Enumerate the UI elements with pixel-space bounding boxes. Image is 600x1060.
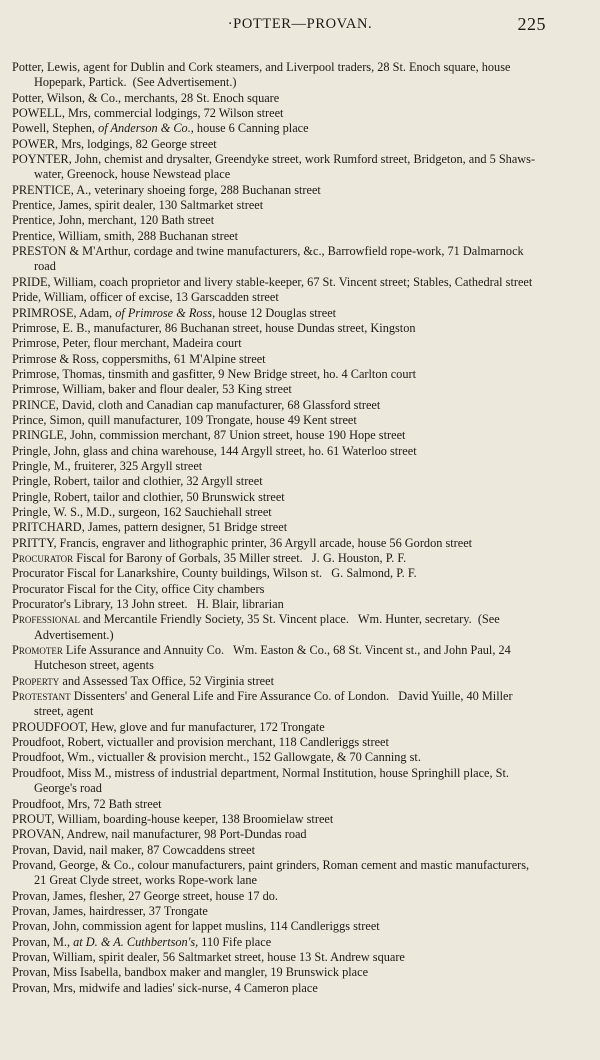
entry-text: Potter, Wilson, & Co., merchants, 28 St. Enoch square: [12, 90, 280, 105]
directory-entry: [12, 336, 540, 351]
directory-entry: [12, 812, 540, 827]
entry-text: PRINCE, David, cloth and Canadian cap manufacturer, 68 Glassford street: [12, 397, 381, 412]
page-header: [0, 16, 600, 40]
entry-text: Provan, William, spirit dealer, 56 Saltmarket street, house 13 St. Andrew square: [12, 949, 405, 964]
entry-text: at D. & A. Cuthbertson's,: [73, 934, 199, 949]
entry-text: Proudfoot, Mrs, 72 Bath street: [12, 796, 162, 811]
directory-entry: [12, 60, 540, 91]
directory-entry: [12, 306, 540, 321]
entry-text: PRESTON & M'Arthur, cordage and twine manufacturers, &c., Barrowfield rope-work, 71 Dalmarnock road: [12, 244, 527, 274]
entry-text: Primrose, E. B., manufacturer, 86 Buchanan street, house Dundas street, Kingston: [12, 320, 416, 335]
directory-entry: [12, 106, 540, 121]
directory-entry: [12, 198, 540, 213]
directory-entry: [12, 750, 540, 765]
directory-entry: [12, 520, 540, 535]
directory-entry: [12, 244, 540, 275]
directory-entry: [12, 413, 540, 428]
page-number: 225: [517, 14, 546, 34]
entry-text: 110 Fife place: [198, 934, 272, 949]
directory-entry: [12, 459, 540, 474]
running-head: ·POTTER—PROVAN.: [227, 16, 373, 32]
directory-entry: [12, 382, 540, 397]
directory-entry: [12, 566, 540, 581]
directory-entry: [12, 536, 540, 551]
entry-text: Pringle, John, glass and china warehouse, 144 Argyll street, ho. 61 Waterloo street: [12, 443, 417, 458]
entry-text: PROUDFOOT, Hew, glove and fur manufacturer, 172 Trongate: [12, 719, 325, 734]
entry-text: Prentice, James, spirit dealer, 130 Saltmarket street: [12, 198, 264, 213]
entry-text: Procurator Fiscal for the City, office City chambers: [12, 581, 265, 596]
directory-entry: [12, 689, 540, 720]
entry-text: PRITTY, Francis, engraver and lithographic printer, 36 Argyll arcade, house 56 Gordon street: [12, 535, 473, 550]
directory-entry: [12, 474, 540, 489]
directory-entry: [12, 91, 540, 106]
directory-entry: [12, 965, 540, 980]
entry-text: PROUT, William, boarding-house keeper, 138 Broomielaw street: [12, 811, 334, 826]
directory-entry: [12, 612, 540, 643]
entry-text: POYNTER, John, chemist and drysalter, Greendyke street, work Rumford street, Bridgeton, and 5 Shaws-water, Greenock, house Newstead place: [12, 152, 536, 182]
directory-entry: [12, 889, 540, 904]
directory-entry: [12, 582, 540, 597]
directory-entry: [12, 904, 540, 919]
directory-entry: [12, 490, 540, 505]
directory-entry: [12, 121, 540, 136]
directory-entry: [12, 213, 540, 228]
directory-entry: [12, 643, 540, 674]
directory-entry: [12, 505, 540, 520]
entry-text: Protestant: [12, 689, 71, 704]
entry-text: Provan, John, commission agent for lappet muslins, 114 Candleriggs street: [12, 919, 380, 934]
entry-text: Procurator Fiscal for Lanarkshire, County buildings, Wilson st. G. Salmond, P. F.: [12, 566, 417, 581]
directory-entry: [12, 398, 540, 413]
entry-text: POWER, Mrs, lodgings, 82 George street: [12, 136, 217, 151]
entry-text: Powell, Stephen,: [12, 121, 99, 136]
entry-text: Primrose, William, baker and flour dealer, 53 King street: [12, 382, 292, 397]
directory-entry: [12, 229, 540, 244]
entry-text: Potter, Lewis, agent for Dublin and Cork steamers, and Liverpool traders, 28 St. Enoch square, house Hopepark, Partick. (See Advertisement.): [12, 60, 514, 90]
entry-text: Prentice, William, smith, 288 Buchanan street: [12, 228, 239, 243]
entry-text: Professional: [12, 612, 80, 627]
entry-text: Prince, Simon, quill manufacturer, 109 Trongate, house 49 Kent street: [12, 412, 357, 427]
entry-text: Promoter: [12, 643, 63, 658]
entry-text: Pringle, Robert, tailor and clothier, 32 Argyll street: [12, 474, 263, 489]
directory-entry: [12, 183, 540, 198]
directory-entries: [12, 60, 540, 996]
entry-text: Primrose & Ross, coppersmiths, 61 M'Alpine street: [12, 351, 266, 366]
directory-entry: [12, 137, 540, 152]
entry-text: Provan, James, hairdresser, 37 Trongate: [12, 903, 208, 918]
directory-entry: [12, 950, 540, 965]
entry-text: Provan, David, nail maker, 87 Cowcaddens street: [12, 842, 255, 857]
entry-text: PRITCHARD, James, pattern designer, 51 Bridge street: [12, 520, 288, 535]
entry-text: Provan, Mrs, midwife and ladies' sick-nurse, 4 Cameron place: [12, 980, 318, 995]
directory-entry: [12, 843, 540, 858]
entry-text: Fiscal for Barony of Gorbals, 35 Miller street. J. G. Houston, P. F.: [73, 551, 407, 565]
entry-text: Dissenters' and General Life and Fire Assurance Co. of London. David Yuille, 40 Miller street, agent: [34, 689, 516, 719]
entry-text: Primrose, Thomas, tinsmith and gasfitter, 9 New Bridge street, ho. 4 Carlton court: [12, 366, 416, 381]
entry-text: Provan, M.,: [12, 934, 74, 949]
entry-text: Proudfoot, Miss M., mistress of industrial department, Normal Institution, house Springhill place, St. George's road: [12, 765, 513, 796]
entry-text: PRINGLE, John, commission merchant, 87 Union street, house 190 Hope street: [12, 428, 406, 443]
entry-text: PRIDE, William, coach proprietor and livery stable-keeper, 67 St. Vincent street; Stables, Cathedral street: [12, 274, 533, 289]
entry-text: PROVAN, Andrew, nail manufacturer, 98 Port-Dundas road: [12, 827, 307, 842]
directory-entry: [12, 674, 540, 689]
directory-entry: [12, 797, 540, 812]
entry-text: and Mercantile Friendly Society, 35 St. Vincent place. Wm. Hunter, secretary. (See Advertisement.): [34, 612, 503, 642]
directory-entry: [12, 444, 540, 459]
directory-entry: [12, 597, 540, 612]
entry-text: PRIMROSE, Adam,: [12, 305, 116, 320]
directory-entry: [12, 428, 540, 443]
entry-text: Property: [12, 673, 60, 688]
entry-text: PRENTICE, A., veterinary shoeing forge, 288 Buchanan street: [12, 182, 321, 197]
directory-entry: [12, 720, 540, 735]
entry-text: house 12 Douglas street: [215, 305, 337, 320]
directory-entry: [12, 152, 540, 183]
entry-text: Prentice, John, merchant, 120 Bath street: [12, 213, 215, 228]
entry-text: Pringle, W. S., M.D., surgeon, 162 Sauchiehall street: [12, 504, 272, 519]
entry-text: of Anderson & Co.,: [98, 121, 194, 136]
directory-entry: [12, 935, 540, 950]
entry-text: house 6 Canning place: [193, 121, 309, 136]
directory-entry: [12, 919, 540, 934]
entry-text: Provan, Miss Isabella, bandbox maker and mangler, 19 Brunswick place: [12, 965, 369, 980]
directory-entry: [12, 275, 540, 290]
entry-text: Life Assurance and Annuity Co. Wm. Easton & Co., 68 St. Vincent st., and John Paul, 24 Hutcheson street, agents: [34, 643, 514, 673]
entry-text: Pringle, Robert, tailor and clothier, 50 Brunswick street: [12, 489, 285, 504]
directory-entry: [12, 551, 540, 566]
directory-entry: [12, 981, 540, 996]
entry-text: Provand, George, & Co., colour manufacturers, paint grinders, Roman cement and mastic manufacturers, 21 Great Clyde street, works Rope-work lane: [12, 857, 533, 888]
entry-text: Procurator's Library, 13 John street. H. Blair, librarian: [12, 597, 284, 612]
entry-text: and Assessed Tax Office, 52 Virginia street: [59, 673, 275, 688]
entry-text: Provan, James, flesher, 27 George street, house 17 do.: [12, 888, 278, 903]
entry-text: Pringle, M., fruiterer, 325 Argyll street: [12, 458, 203, 473]
entry-text: Primrose, Peter, flour merchant, Madeira court: [12, 336, 242, 351]
directory-entry: [12, 735, 540, 750]
entry-text: Pride, William, officer of excise, 13 Garscadden street: [12, 290, 279, 305]
entry-text: Proudfoot, Wm., victualler & provision mercht., 152 Gallowgate, & 70 Canning st.: [12, 750, 421, 765]
directory-entry: [12, 827, 540, 842]
directory-entry: [12, 858, 540, 889]
entry-text: POWELL, Mrs, commercial lodgings, 72 Wilson street: [12, 106, 284, 121]
entry-text: Proudfoot, Robert, victualler and provision merchant, 118 Candleriggs street: [12, 735, 389, 750]
directory-entry: [12, 290, 540, 305]
directory-entry: [12, 321, 540, 336]
entry-text: of Primrose & Ross,: [115, 305, 216, 320]
directory-entry: [12, 766, 540, 797]
directory-entry: [12, 352, 540, 367]
entry-text: Procurator: [12, 551, 74, 565]
directory-entry: [12, 367, 540, 382]
